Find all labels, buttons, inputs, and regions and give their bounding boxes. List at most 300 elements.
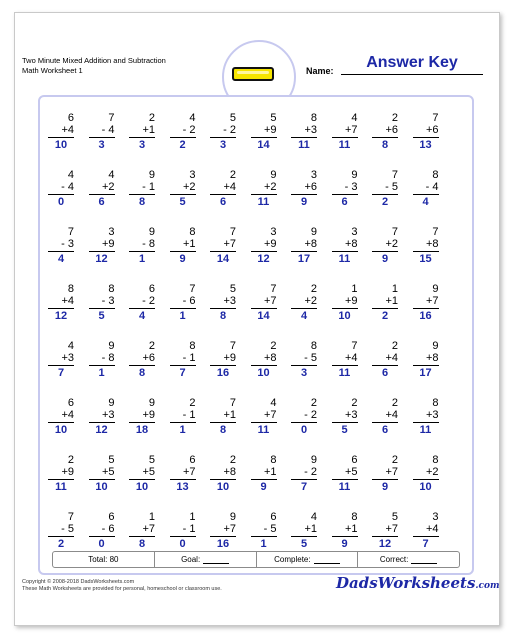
answer-rule [48, 137, 74, 138]
answer-rule [48, 251, 74, 252]
second-operand: +3 [344, 409, 358, 421]
answer-rule [251, 194, 277, 195]
answer-rule [251, 536, 277, 537]
answer-rule [170, 422, 196, 423]
problem [48, 226, 74, 265]
answer-rule [251, 422, 277, 423]
answer: 18 [135, 424, 149, 436]
second-operand: - 3 [61, 238, 74, 250]
answer: 5 [300, 538, 308, 550]
problem [129, 112, 155, 151]
answer-rule [251, 137, 277, 138]
problem [413, 397, 439, 436]
problem [129, 397, 155, 436]
answer-rule [170, 479, 196, 480]
answer: 9 [381, 481, 389, 493]
problem [332, 511, 358, 550]
answer-rule [210, 479, 236, 480]
first-operand: 2 [229, 169, 236, 181]
copyright-notice [22, 579, 222, 593]
second-operand: - 1 [142, 181, 155, 193]
answer-rule [210, 194, 236, 195]
answer: 0 [57, 196, 65, 208]
second-operand: +8 [425, 238, 439, 250]
problem [89, 454, 115, 493]
problem [291, 169, 317, 208]
answer-rule [89, 251, 115, 252]
first-operand: 8 [432, 397, 439, 409]
answer: 9 [300, 196, 308, 208]
second-operand: +6 [304, 181, 317, 193]
answer: 11 [338, 253, 351, 265]
second-operand: - 5 [385, 181, 398, 193]
second-operand: - 2 [223, 124, 236, 136]
answer-rule [291, 365, 317, 366]
second-operand: +8 [304, 238, 317, 250]
answer-rule [332, 308, 358, 309]
second-operand: - 4 [425, 181, 439, 193]
answer: 11 [419, 424, 432, 436]
answer-rule [170, 308, 196, 309]
answer-rule [413, 194, 439, 195]
answer-rule [170, 194, 196, 195]
first-operand: 7 [189, 283, 196, 295]
second-operand: +4 [223, 181, 236, 193]
second-operand: +4 [344, 352, 358, 364]
answer: 4 [300, 310, 308, 322]
second-operand: +8 [425, 352, 439, 364]
first-operand: 1 [351, 283, 358, 295]
answer-rule [129, 308, 155, 309]
second-operand: +3 [223, 295, 236, 307]
second-operand: +4 [61, 409, 74, 421]
problem [89, 169, 115, 208]
goal-blank[interactable] [203, 555, 229, 564]
answer: 10 [338, 310, 351, 322]
answer: 2 [179, 139, 186, 151]
answer-rule [48, 422, 74, 423]
answer-rule [372, 194, 398, 195]
answer: 8 [138, 538, 146, 550]
answer-rule [129, 479, 155, 480]
answer-rule [170, 365, 196, 366]
problem [251, 112, 277, 151]
second-operand: - 1 [182, 352, 196, 364]
answer: 6 [341, 196, 348, 208]
second-operand: +4 [61, 124, 74, 136]
problem [251, 283, 277, 322]
second-operand: +3 [61, 352, 74, 364]
first-operand: 6 [189, 454, 196, 466]
answer-rule [210, 422, 236, 423]
second-operand: +4 [385, 409, 398, 421]
answer-rule [129, 422, 155, 423]
answer-rule [251, 365, 277, 366]
first-operand: 1 [148, 511, 155, 523]
second-operand: +7 [385, 523, 398, 535]
answer: 1 [179, 424, 186, 436]
copyright-line-1: Copyright © 2008-2018 DadsWorksheets.com [22, 579, 135, 585]
answer: 10 [419, 481, 432, 493]
problem [251, 226, 277, 265]
answer: 0 [179, 538, 186, 550]
answer: 6 [219, 196, 227, 208]
problem [48, 340, 74, 379]
answer: 8 [138, 196, 146, 208]
second-operand: +9 [344, 295, 358, 307]
answer-rule [210, 251, 236, 252]
answer-rule [291, 536, 317, 537]
answer-rule [129, 365, 155, 366]
answer-rule [89, 536, 115, 537]
first-operand: 8 [432, 454, 439, 466]
second-operand: +8 [344, 238, 358, 250]
second-operand: - 6 [101, 523, 115, 535]
second-operand: +7 [425, 295, 439, 307]
answer: 16 [216, 538, 230, 550]
answer-rule [210, 308, 236, 309]
second-operand: - 6 [182, 295, 196, 307]
answer: 10 [257, 367, 270, 379]
first-operand: 9 [148, 169, 155, 181]
first-operand: 5 [229, 283, 236, 295]
second-operand: - 8 [101, 352, 115, 364]
first-operand: 1 [391, 283, 398, 295]
second-operand: - 5 [61, 523, 74, 535]
answer: 17 [297, 253, 311, 265]
problem [291, 112, 317, 151]
first-operand: 9 [310, 226, 317, 238]
second-operand: +1 [304, 523, 317, 535]
second-operand: +1 [223, 409, 236, 421]
answer: 6 [381, 424, 389, 436]
first-operand: 2 [67, 454, 74, 466]
answer-rule [89, 137, 115, 138]
second-operand: +3 [425, 409, 439, 421]
first-operand: 2 [270, 340, 277, 352]
answer: 11 [257, 196, 270, 208]
second-operand: +6 [425, 124, 439, 136]
first-operand: 6 [108, 511, 115, 523]
problem [372, 169, 398, 208]
second-operand: +7 [223, 238, 236, 250]
answer: 11 [55, 481, 67, 493]
first-operand: 7 [270, 283, 277, 295]
second-operand: +7 [263, 295, 277, 307]
second-operand: +1 [142, 124, 155, 136]
problem [48, 397, 74, 436]
second-operand: - 4 [101, 124, 115, 136]
answer-rule [332, 422, 358, 423]
problem [210, 454, 236, 493]
first-operand: 2 [351, 397, 358, 409]
answer-rule [129, 137, 155, 138]
answer: 1 [260, 538, 267, 550]
answer: 5 [341, 424, 348, 436]
second-operand: +4 [425, 523, 439, 535]
answer-rule [332, 479, 358, 480]
answer-rule [332, 194, 358, 195]
answer: 4 [138, 310, 146, 322]
problem [332, 226, 358, 265]
answer-rule [372, 365, 398, 366]
answer: 3 [219, 139, 227, 151]
problem [89, 340, 115, 379]
answer: 4 [57, 253, 65, 265]
answer: 0 [300, 424, 308, 436]
problem [210, 169, 236, 208]
problem [372, 340, 398, 379]
answer-rule [372, 251, 398, 252]
second-operand: +2 [182, 181, 196, 193]
second-operand: +6 [142, 352, 155, 364]
problem [413, 454, 439, 493]
answer: 4 [422, 196, 429, 208]
second-operand: +1 [263, 466, 277, 478]
problem [48, 511, 74, 550]
logo-text: DadsWorksheets [336, 574, 476, 592]
second-operand: - 2 [304, 466, 317, 478]
first-operand: 2 [148, 112, 155, 124]
second-operand: +3 [304, 124, 317, 136]
answer-rule [413, 251, 439, 252]
answer: 12 [95, 424, 108, 436]
first-operand: 5 [391, 511, 398, 523]
first-operand: 3 [189, 169, 196, 181]
first-operand: 8 [67, 283, 74, 295]
second-operand: +8 [223, 466, 236, 478]
answer-rule [413, 137, 439, 138]
second-operand: - 3 [344, 181, 358, 193]
first-operand: 4 [108, 169, 115, 181]
correct-cell [357, 552, 459, 567]
first-operand: 9 [432, 340, 439, 352]
answer-rule [210, 137, 236, 138]
answer: 13 [176, 481, 189, 493]
copyright-line-2: These Math Worksheets are provided for personal, homeschool or classroom use. [22, 586, 222, 592]
answer: 14 [257, 310, 270, 322]
problem [372, 283, 398, 322]
answer: 2 [381, 196, 389, 208]
problem [332, 454, 358, 493]
answer: 3 [98, 139, 105, 151]
first-operand: 8 [432, 169, 439, 181]
correct-label: Correct: [379, 555, 409, 564]
problem [332, 340, 358, 379]
title-line-1: Two Minute Mixed Addition and Subtraction [22, 56, 166, 65]
first-operand: 3 [310, 169, 317, 181]
problem [291, 283, 317, 322]
problem [170, 112, 196, 151]
second-operand: +2 [263, 181, 277, 193]
first-operand: 6 [148, 283, 155, 295]
answer-rule [89, 308, 115, 309]
problem [89, 511, 115, 550]
problem [251, 169, 277, 208]
correct-blank[interactable] [411, 555, 437, 564]
answer-rule [210, 536, 236, 537]
problem [332, 169, 358, 208]
second-operand: +9 [142, 409, 155, 421]
first-operand: 9 [108, 397, 115, 409]
first-operand: 6 [270, 511, 277, 523]
first-operand: 9 [351, 169, 358, 181]
second-operand: +9 [263, 124, 277, 136]
problem [210, 511, 236, 550]
answer-rule [332, 536, 358, 537]
name-line [341, 74, 483, 75]
problem [129, 283, 155, 322]
answer: 11 [338, 139, 351, 151]
dadsworksheets-logo[interactable] [336, 574, 500, 592]
answer: 10 [95, 481, 108, 493]
answer-rule [170, 251, 196, 252]
first-operand: 6 [67, 397, 74, 409]
answer-rule [332, 365, 358, 366]
answer-rule [332, 251, 358, 252]
problem [291, 397, 317, 436]
first-operand: 2 [189, 397, 196, 409]
second-operand: - 5 [263, 523, 277, 535]
first-operand: 2 [148, 340, 155, 352]
problem [413, 283, 439, 322]
answer: 8 [138, 367, 146, 379]
second-operand: +8 [263, 352, 277, 364]
answer: 7 [422, 538, 429, 550]
problem [129, 454, 155, 493]
answer-rule [413, 422, 439, 423]
second-operand: +7 [385, 466, 398, 478]
problem [372, 511, 398, 550]
answer: 12 [378, 538, 392, 550]
first-operand: 7 [432, 226, 439, 238]
answer: 2 [381, 310, 389, 322]
problem [291, 454, 317, 493]
answer: 12 [54, 310, 68, 322]
first-operand: 9 [270, 169, 277, 181]
first-operand: 9 [148, 397, 155, 409]
problem [48, 454, 74, 493]
answer-key-text: Answer Key [366, 54, 458, 71]
answer: 3 [300, 367, 308, 379]
answer-rule [48, 194, 74, 195]
answer: 17 [419, 367, 432, 379]
answer-rule [291, 194, 317, 195]
answer: 3 [138, 139, 146, 151]
first-operand: 4 [351, 112, 358, 124]
goal-label: Goal: [181, 555, 201, 564]
answer-rule [332, 137, 358, 138]
first-operand: 2 [391, 454, 398, 466]
problem [89, 112, 115, 151]
answer-rule [48, 479, 74, 480]
second-operand: +2 [425, 466, 439, 478]
answer-rule [291, 251, 317, 252]
second-operand: +1 [385, 295, 398, 307]
second-operand: +7 [223, 523, 236, 535]
second-operand: +2 [385, 238, 398, 250]
first-operand: 5 [108, 454, 115, 466]
answer: 1 [138, 253, 146, 265]
first-operand: 7 [391, 226, 398, 238]
problem [251, 340, 277, 379]
answer: 8 [381, 139, 389, 151]
problem [89, 397, 115, 436]
answer: 9 [179, 253, 186, 265]
problem [48, 283, 74, 322]
answer-rule [372, 137, 398, 138]
problem [129, 169, 155, 208]
answer-rule [291, 308, 317, 309]
first-operand: 5 [270, 112, 277, 124]
answer: 14 [216, 253, 230, 265]
second-operand: +9 [61, 466, 74, 478]
answer-rule [372, 536, 398, 537]
problem [170, 283, 196, 322]
second-operand: +1 [344, 523, 358, 535]
title-line-2: Math Worksheet 1 [22, 66, 83, 75]
answer-rule [210, 365, 236, 366]
answer: 0 [98, 538, 105, 550]
second-operand: - 3 [101, 295, 115, 307]
problem [170, 226, 196, 265]
first-operand: 2 [310, 397, 317, 409]
answer-rule [89, 479, 115, 480]
answer: 11 [338, 481, 351, 493]
second-operand: - 1 [182, 409, 196, 421]
logo-tld: .com [475, 581, 500, 591]
second-operand: +7 [344, 124, 358, 136]
first-operand: 8 [310, 340, 317, 352]
answer-rule [291, 422, 317, 423]
first-operand: 8 [108, 283, 115, 295]
problem [210, 226, 236, 265]
answer-rule [170, 536, 196, 537]
second-operand: - 2 [304, 409, 317, 421]
problem [89, 226, 115, 265]
first-operand: 2 [391, 340, 398, 352]
problem [372, 226, 398, 265]
first-operand: 9 [310, 454, 317, 466]
answer: 15 [419, 253, 432, 265]
first-operand: 3 [432, 511, 439, 523]
first-operand: 6 [67, 112, 74, 124]
answer: 7 [57, 367, 65, 379]
first-operand: 1 [189, 511, 196, 523]
complete-blank[interactable] [314, 555, 340, 564]
first-operand: 2 [310, 283, 317, 295]
second-operand: - 2 [142, 295, 155, 307]
answer: 5 [179, 196, 186, 208]
answer: 10 [216, 481, 230, 493]
answer: 10 [54, 424, 68, 436]
problem [372, 112, 398, 151]
answer: 9 [341, 538, 348, 550]
answer: 8 [219, 310, 227, 322]
problem [129, 511, 155, 550]
problem [332, 397, 358, 436]
answer: 11 [257, 424, 270, 436]
second-operand: +5 [344, 466, 358, 478]
first-operand: 4 [310, 511, 317, 523]
first-operand: 4 [189, 112, 196, 124]
second-operand: - 5 [304, 352, 317, 364]
problem [129, 226, 155, 265]
second-operand: - 8 [142, 238, 155, 250]
first-operand: 7 [351, 340, 358, 352]
first-operand: 4 [270, 397, 277, 409]
second-operand: +5 [101, 466, 115, 478]
